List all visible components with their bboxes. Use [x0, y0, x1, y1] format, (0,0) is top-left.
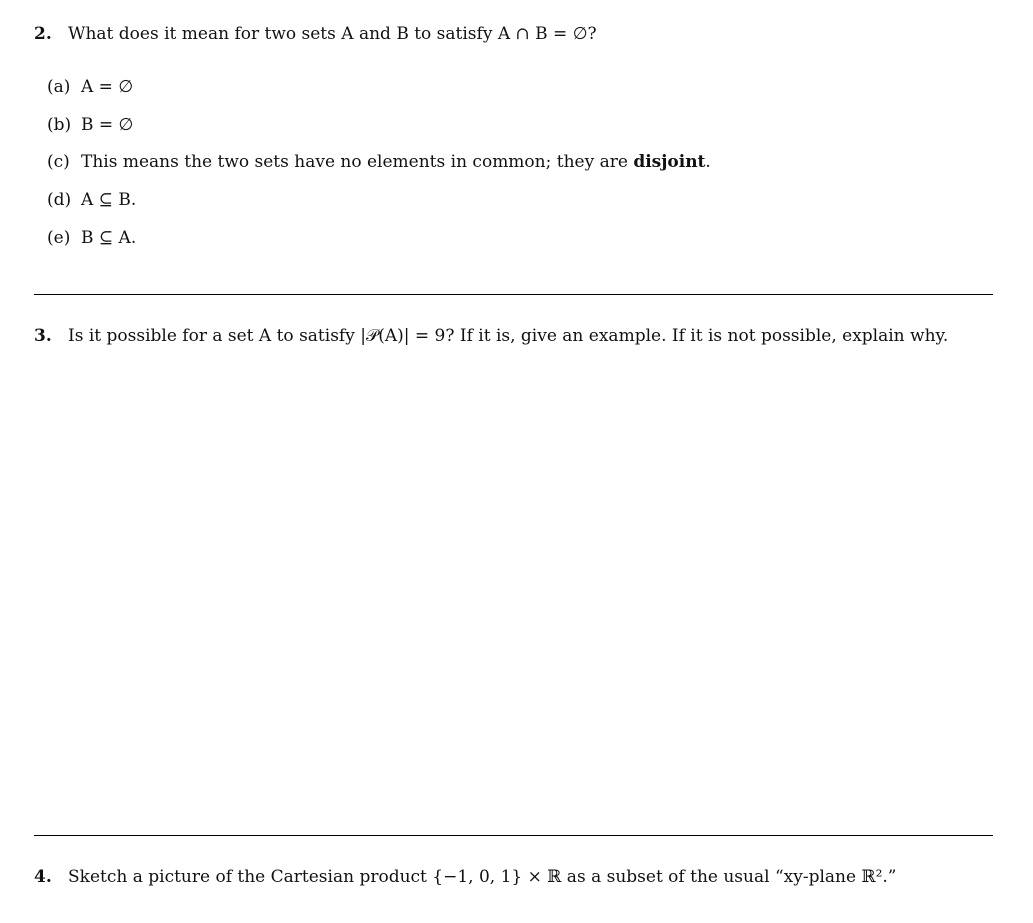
option-text: B = ∅ — [81, 115, 134, 135]
divider — [34, 835, 993, 836]
question-number: 3. — [34, 326, 52, 346]
option-b — [47, 114, 133, 136]
option-text: A ⊆ B. — [81, 190, 137, 210]
option-e — [47, 227, 136, 249]
divider — [34, 294, 993, 295]
option-text: B ⊆ A. — [81, 228, 137, 248]
question-number: 4. — [34, 867, 52, 887]
option-d — [47, 189, 136, 211]
option-label: (a) — [47, 77, 71, 97]
question-text: Is it possible for a set A to satisfy |𝒫(A)| = 9? If it is, give an example. If it is not possible, explain why. — [68, 326, 949, 346]
option-label: (b) — [47, 115, 72, 135]
option-label: (e) — [47, 228, 71, 248]
option-text: A = ∅ — [81, 77, 134, 97]
option-c — [47, 151, 711, 173]
option-a — [47, 76, 133, 98]
question-text: What does it mean for two sets A and B to satisfy A ∩ B = ∅? — [68, 24, 597, 44]
option-text: This means the two sets have no elements in common; they are — [81, 152, 628, 172]
option-label: (c) — [47, 152, 70, 172]
option-label: (d) — [47, 190, 72, 210]
option-suffix: . — [705, 152, 711, 172]
question-2 — [34, 23, 597, 45]
emphasis-disjoint: disjoint — [633, 152, 706, 172]
question-text: Sketch a picture of the Cartesian product {−1, 0, 1} × ℝ as a subset of the usual “xy-plane ℝ².” — [68, 867, 897, 887]
question-3 — [34, 325, 948, 347]
question-number: 2. — [34, 24, 52, 44]
question-4 — [34, 866, 896, 888]
